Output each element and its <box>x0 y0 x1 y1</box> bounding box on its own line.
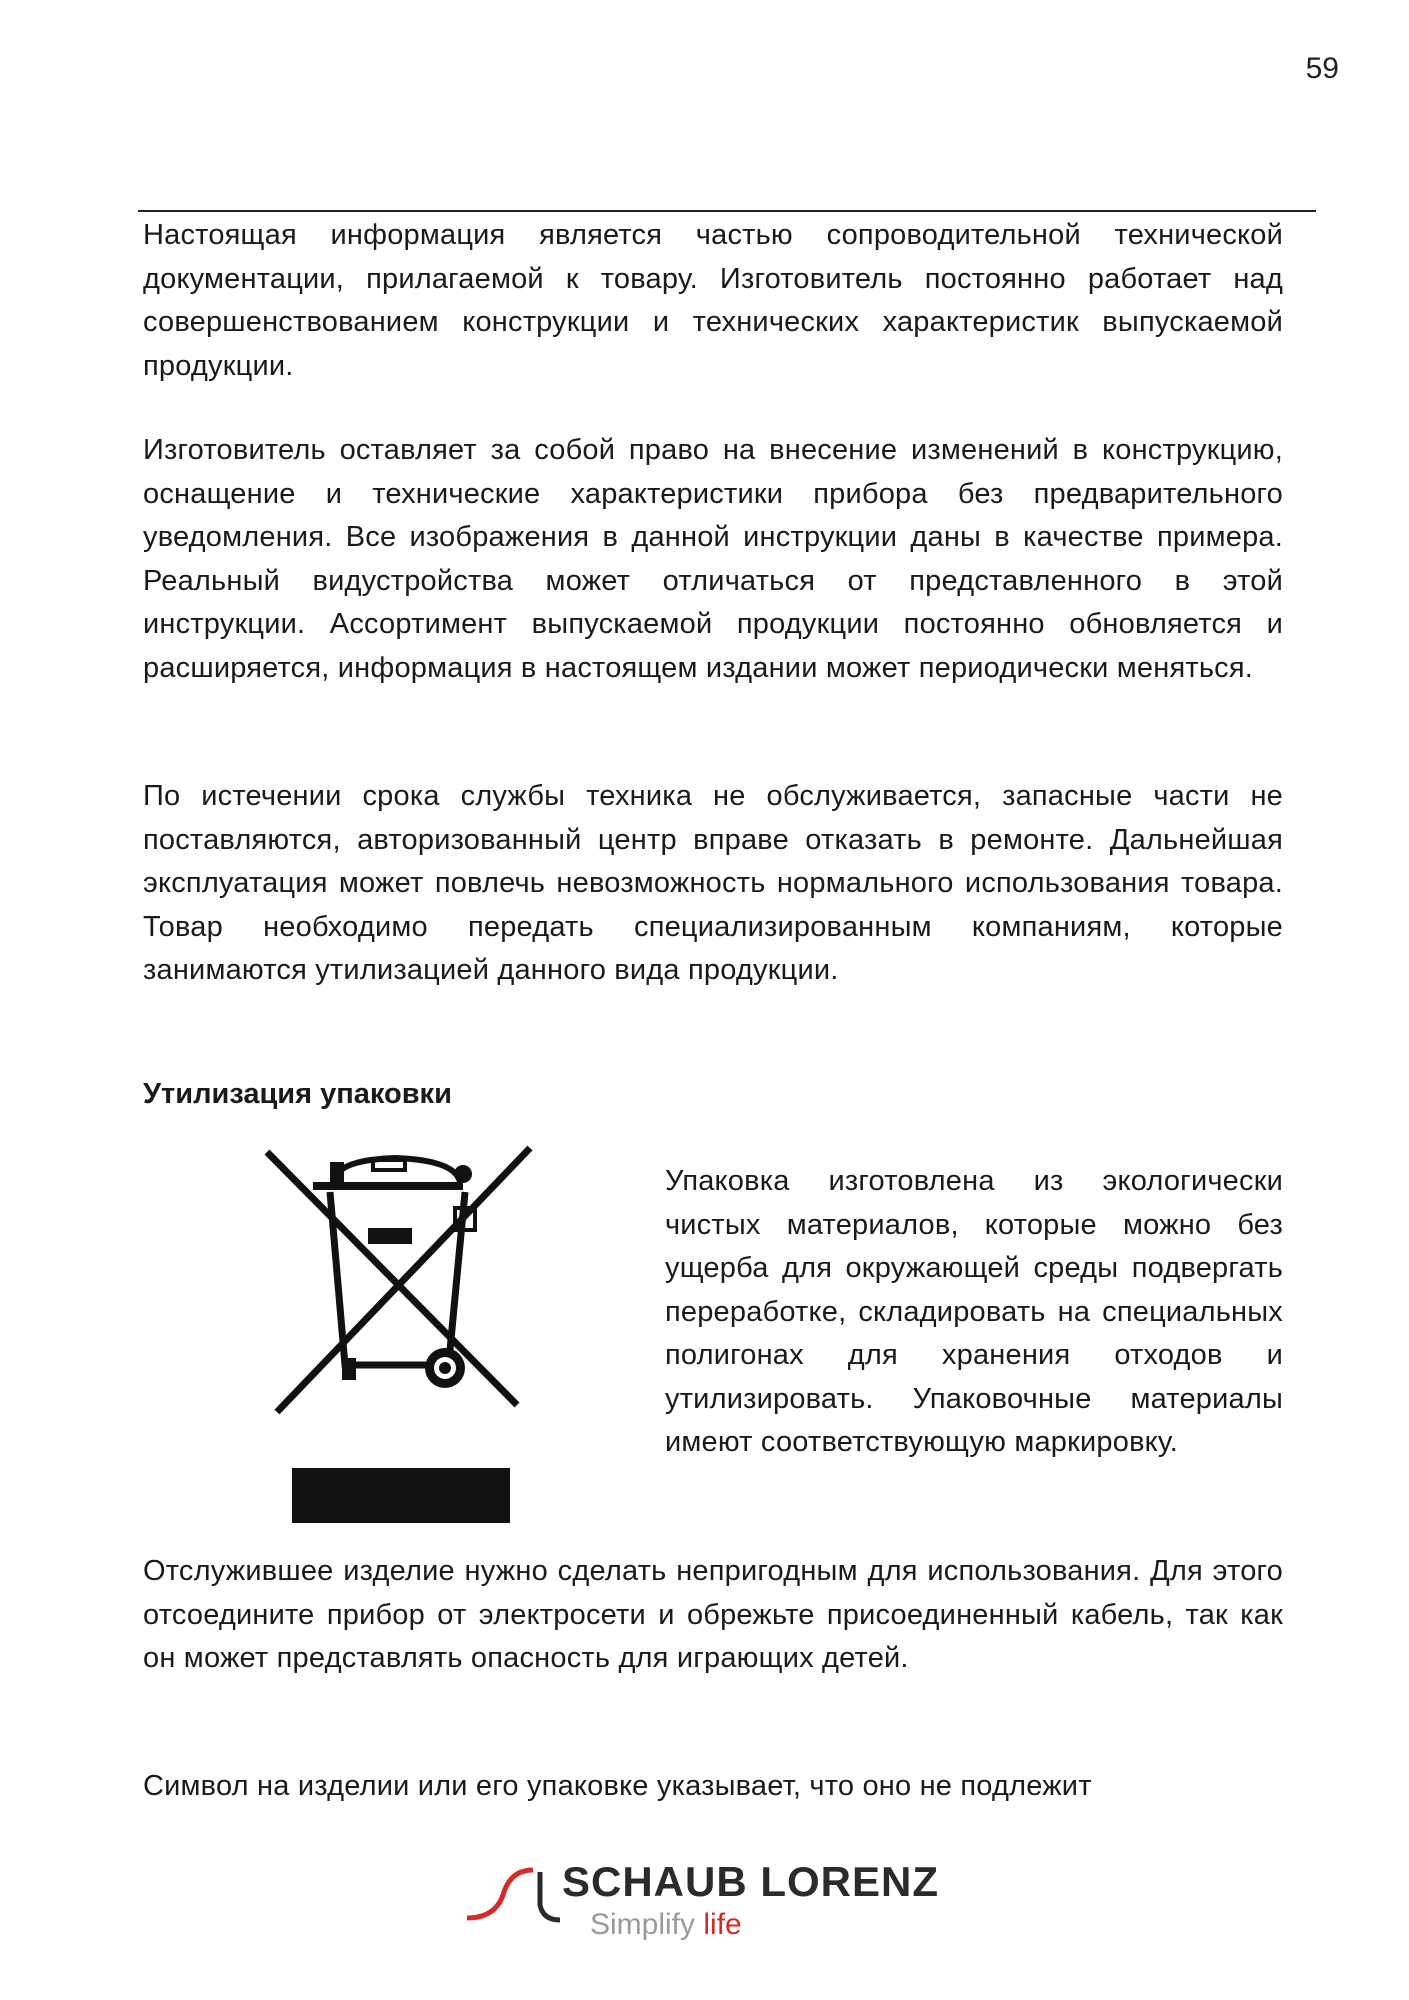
paragraph-packaging-materials: Упаковка изготовлена из экологически чистых материалов, которые можно без ущерба для окружающей среды подвергать переработке, складировать на специальных полигонах для хранения отходов и утилизировать. Упаковочные материалы имеют соответствующую маркировку. <box>665 1165 1283 1458</box>
page-number: 59 <box>1305 52 1339 85</box>
paragraph-end-of-service: По истечении срока службы техника не обслуживается, запасные части не поставляются, авторизованный центр вправе отказать в ремонте. Дальнейшая эксплуатация может повлечь невозможность нормального использования товара. Товар необходимо передать специализированным компаниям, которые занимаются утилизацией данного вида продукции. <box>143 780 1283 986</box>
brand-first: SCHAUB <box>562 1858 748 1905</box>
paragraph-documentation-notice: Настоящая информация является частью сопроводительной технической документации, прилагаемой к товару. Изготовитель постоянно работает над совершенствованием конструкции и технических характеристик выпускаемой продукции. <box>143 219 1283 382</box>
logo-mark-icon <box>465 1860 560 1930</box>
schaub-lorenz-logo <box>465 1850 939 1960</box>
tagline-accent: life <box>703 1908 742 1941</box>
brand-second: LORENZ <box>760 1858 939 1905</box>
tagline-main: Simplify <box>590 1908 704 1941</box>
crossed-out-wheelie-bin-icon <box>255 1140 540 1525</box>
section-heading-packaging-disposal: Утилизация упаковки <box>143 1078 452 1110</box>
paragraph-manufacturer-rights: Изготовитель оставляет за собой право на внесение изменений в конструкцию, оснащение и технические характеристики прибора без предварительного уведомления. Все изображения в данной инструкции даны в качестве примера. Реальный видустройства может отличаться от представленного в этой инструкции. Ассортимент выпускаемой продукции постоянно обновляется и расширяется, информация в настоящем издании может периодически меняться. <box>143 434 1283 684</box>
paragraph-symbol-notice: Символ на изделии или его упаковке указывает, что оно не подлежит <box>143 1770 1092 1802</box>
paragraph-disable-product: Отслужившее изделие нужно сделать непригодным для использования. Для этого отсоедините прибор от электросети и обрежьте присоединенный кабель, так как он может представлять опасность для играющих детей. <box>143 1555 1283 1674</box>
brand-tagline <box>590 1908 742 1942</box>
brand-name <box>562 1858 939 1906</box>
header-divider <box>138 210 1316 212</box>
